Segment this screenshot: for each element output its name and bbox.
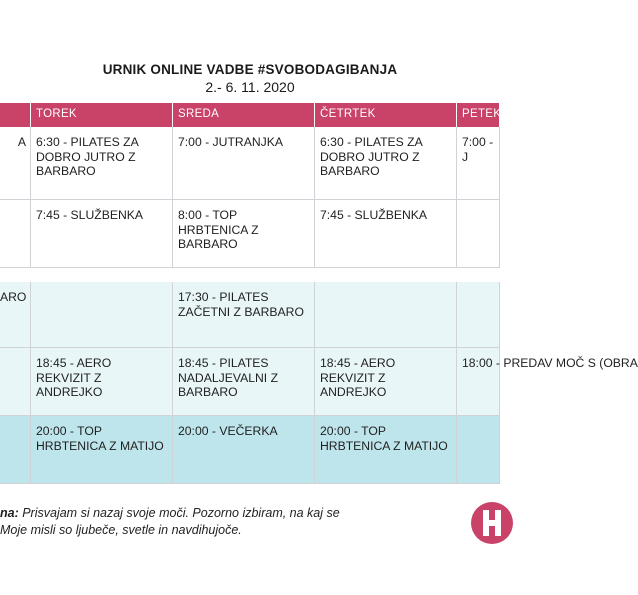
cell-mon-4 — [0, 348, 31, 416]
cell-fri-5 — [457, 416, 500, 484]
cell-fri-2 — [457, 200, 500, 268]
cell-tue-4: 18:45 - AERO REKVIZIT Z ANDREJKO — [31, 348, 173, 416]
cell-thu-3 — [315, 282, 457, 348]
cell-tue-3 — [31, 282, 173, 348]
cell-thu-2: 7:45 - SLUŽBENKA — [315, 200, 457, 268]
affirmation-line-1: Prisvajam si nazaj svoje moči. Pozorno izbiram, na kaj se — [18, 506, 340, 520]
section-divider — [0, 268, 500, 282]
affirmation-note — [0, 505, 460, 539]
day-header-monday — [0, 103, 31, 127]
cell-mon-3: ARO — [0, 282, 31, 348]
affirmation-lead: na: — [0, 506, 19, 520]
cell-fri-1: 7:00 - J — [457, 127, 500, 200]
day-header-thursday: ČETRTEK — [315, 103, 457, 127]
cell-thu-4: 18:45 - AERO REKVIZIT Z ANDREJKO — [315, 348, 457, 416]
schedule-title: URNIK ONLINE VADBE #SVOBODAGIBANJA — [102, 62, 398, 77]
cell-wed-5: 20:00 - VEČERKA — [173, 416, 315, 484]
cell-fri-4: 18:00 - PREDAV MOČ S (OBRA — [457, 348, 500, 416]
cell-wed-3: 17:30 - PILATES ZAČETNI Z BARBARO — [173, 282, 315, 348]
cell-thu-5: 20:00 - TOP HRBTENICA Z MATIJO — [315, 416, 457, 484]
cell-wed-4: 18:45 - PILATES NADALJEVALNI Z BARBARO — [173, 348, 315, 416]
cell-tue-1: 6:30 - PILATES ZA DOBRO JUTRO Z BARBARO — [31, 127, 173, 200]
cell-tue-2: 7:45 - SLUŽBENKA — [31, 200, 173, 268]
cell-wed-1: 7:00 - JUTRANJKA — [173, 127, 315, 200]
cell-mon-5 — [0, 416, 31, 484]
cell-mon-2 — [0, 200, 31, 268]
cell-fri-3 — [457, 282, 500, 348]
affirmation-line-2: Moje misli so ljubeče, svetle in navdihujoče. — [0, 523, 242, 537]
cell-tue-5: 20:00 - TOP HRBTENICA Z MATIJO — [31, 416, 173, 484]
day-header-tuesday: TOREK — [31, 103, 173, 127]
cell-thu-1: 6:30 - PILATES ZA DOBRO JUTRO Z BARBARO — [315, 127, 457, 200]
day-header-friday: PETEK — [457, 103, 500, 127]
cell-mon-1: A — [0, 127, 31, 200]
day-header-wednesday: SREDA — [173, 103, 315, 127]
brand-logo-icon — [470, 499, 514, 547]
schedule-dates: 2.- 6. 11. 2020 — [205, 79, 295, 95]
cell-wed-2: 8:00 - TOP HRBTENICA Z BARBARO — [173, 200, 315, 268]
